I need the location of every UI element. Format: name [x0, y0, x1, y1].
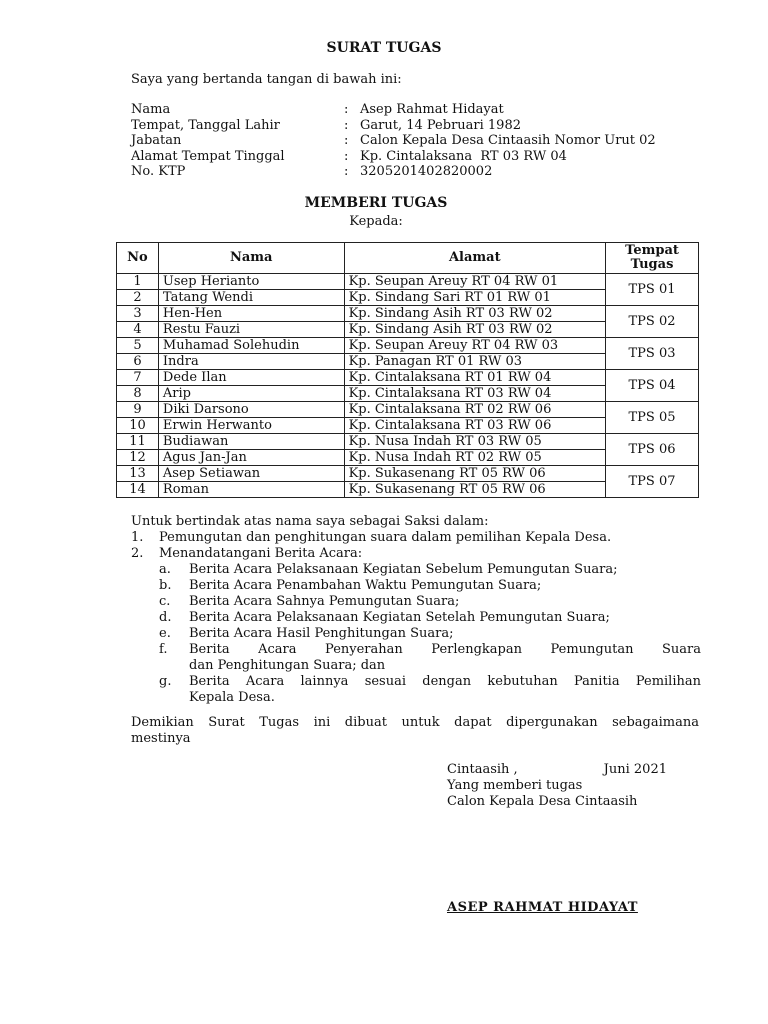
cell-nama: Roman	[158, 482, 344, 498]
cell-nama: Tatang Wendi	[158, 290, 344, 306]
cell-alamat: Kp. Seupan Areuy RT 04 RW 01	[344, 274, 605, 290]
duty-number: 2.	[131, 546, 144, 561]
identity-row-ttl	[131, 118, 656, 134]
cell-no: 7	[117, 370, 159, 386]
signature-date: Juni 2021	[603, 762, 667, 777]
duty-item	[131, 546, 701, 562]
cell-nama: Restu Fauzi	[158, 322, 344, 338]
identity-row-nama	[131, 102, 656, 118]
table-row	[117, 274, 699, 290]
cell-alamat: Kp. Sindang Asih RT 03 RW 02	[344, 306, 605, 322]
cell-nama: Agus Jan-Jan	[158, 450, 344, 466]
identity-row-jabatan	[131, 133, 656, 149]
cell-alamat: Kp. Cintalaksana RT 03 RW 06	[344, 418, 605, 434]
cell-alamat: Kp. Nusa Indah RT 03 RW 05	[344, 434, 605, 450]
cell-nama: Erwin Herwanto	[158, 418, 344, 434]
identity-value: Calon Kepala Desa Cintaasih Nomor Urut 02	[360, 133, 656, 148]
sub-duty-item	[131, 626, 701, 642]
cell-alamat: Kp. Cintalaksana RT 03 RW 04	[344, 386, 605, 402]
cell-nama: Dede Ilan	[158, 370, 344, 386]
cell-no: 8	[117, 386, 159, 402]
sub-duty-line: Berita Acara Penambahan Waktu Pemungutan Suara;	[189, 578, 542, 593]
signature-giver: Yang memberi tugas	[447, 778, 583, 793]
signature-place: Cintaasih ,	[447, 762, 518, 777]
header-nama: Nama	[158, 243, 344, 274]
cell-nama: Muhamad Solehudin	[158, 338, 344, 354]
cell-tempat-tugas: TPS 01	[606, 274, 699, 306]
cell-no: 14	[117, 482, 159, 498]
sub-duty-text	[189, 594, 701, 610]
sub-duty-letter: f.	[159, 642, 168, 657]
sub-duty-item	[131, 562, 701, 578]
identity-separator: :	[344, 117, 349, 133]
identity-value: 3205201402820002	[360, 164, 493, 179]
cell-tempat-tugas: TPS 05	[606, 402, 699, 434]
sub-duty-letter: d.	[159, 610, 172, 625]
cell-tempat-tugas: TPS 06	[606, 434, 699, 466]
cell-no: 13	[117, 466, 159, 482]
recipient-label: Kepada:	[349, 214, 403, 229]
signature-date-line	[447, 762, 667, 778]
cell-tempat-tugas: TPS 03	[606, 338, 699, 370]
cell-alamat: Kp. Seupan Areuy RT 04 RW 03	[344, 338, 605, 354]
closing-line: Demikian Surat Tugas ini dibuat untuk dapat dipergunakan sebagaimana	[131, 715, 699, 730]
sub-duty-line: Kepala Desa.	[189, 690, 275, 705]
cell-nama: Budiawan	[158, 434, 344, 450]
cell-no: 6	[117, 354, 159, 370]
table-row	[117, 370, 699, 386]
cell-alamat: Kp. Nusa Indah RT 02 RW 05	[344, 450, 605, 466]
sub-duty-text	[189, 674, 701, 706]
cell-alamat: Kp. Sukasenang RT 05 RW 06	[344, 482, 605, 498]
cell-no: 11	[117, 434, 159, 450]
sub-duty-line: Berita Acara Pelaksanaan Kegiatan Setelah Pemungutan Suara;	[189, 610, 610, 625]
sub-duty-text	[189, 578, 701, 594]
sub-duty-letter: g.	[159, 674, 172, 689]
duties-intro: Untuk bertindak atas nama saya sebagai Saksi dalam:	[131, 514, 489, 529]
cell-alamat: Kp. Cintalaksana RT 02 RW 06	[344, 402, 605, 418]
cell-nama: Asep Setiawan	[158, 466, 344, 482]
header-alamat: Alamat	[344, 243, 605, 274]
cell-no: 3	[117, 306, 159, 322]
sub-duty-text	[189, 626, 701, 642]
cell-nama: Hen-Hen	[158, 306, 344, 322]
sub-duty-line: dan Penghitungan Suara; dan	[189, 658, 386, 673]
identity-separator: :	[344, 133, 349, 148]
document-title: SURAT TUGAS	[326, 40, 442, 56]
intro-text: Saya yang bertanda tangan di bawah ini:	[131, 72, 402, 87]
sub-duty-item	[131, 594, 701, 610]
cell-no: 5	[117, 338, 159, 354]
identity-value: Asep Rahmat Hidayat	[360, 102, 504, 117]
cell-alamat: Kp. Panagan RT 01 RW 03	[344, 354, 605, 370]
cell-alamat: Kp. Cintalaksana RT 01 RW 04	[344, 370, 605, 386]
cell-no: 10	[117, 418, 159, 434]
cell-no: 2	[117, 290, 159, 306]
sub-duty-line: Berita Acara Penyerahan Perlengkapan Pemungutan Suara	[189, 642, 701, 657]
cell-no: 1	[117, 274, 159, 290]
section-title: MEMBERI TUGAS	[304, 195, 448, 211]
sub-duty-text	[189, 610, 701, 626]
cell-nama: Diki Darsono	[158, 402, 344, 418]
duty-text: Pemungutan dan penghitungan suara dalam pemilihan Kepala Desa.	[159, 530, 612, 545]
identity-label: No. KTP	[131, 164, 186, 179]
sub-duty-item	[131, 610, 701, 626]
duty-text: Menandatangani Berita Acara:	[159, 546, 363, 561]
cell-nama: Usep Herianto	[158, 274, 344, 290]
closing-paragraph	[131, 715, 699, 747]
sub-duty-letter: b.	[159, 578, 172, 593]
cell-nama: Arip	[158, 386, 344, 402]
identity-label: Tempat, Tanggal Lahir	[131, 117, 280, 133]
identity-label: Nama	[131, 102, 171, 117]
sub-duty-letter: a.	[159, 562, 171, 577]
identity-row-ktp	[131, 164, 656, 180]
identity-separator: :	[344, 102, 349, 117]
table-row	[117, 402, 699, 418]
sub-duty-line: Berita Acara Sahnya Pemungutan Suara;	[189, 594, 460, 609]
sub-duty-item	[131, 642, 701, 674]
cell-tempat-tugas: TPS 04	[606, 370, 699, 402]
cell-alamat: Kp. Sindang Asih RT 03 RW 02	[344, 322, 605, 338]
duties-section	[131, 514, 701, 706]
identity-label: Alamat Tempat Tinggal	[131, 148, 285, 164]
sub-duty-text	[189, 562, 701, 578]
cell-nama: Indra	[158, 354, 344, 370]
cell-alamat: Kp. Sindang Sari RT 01 RW 01	[344, 290, 605, 306]
sub-duty-item	[131, 578, 701, 594]
identity-label: Jabatan	[131, 133, 182, 148]
sub-duty-line: Berita Acara Hasil Penghitungan Suara;	[189, 626, 454, 641]
sub-duty-item	[131, 674, 701, 706]
identity-value: Garut, 14 Pebruari 1982	[360, 117, 521, 133]
sub-duty-text	[189, 642, 701, 674]
header-no: No	[117, 243, 159, 274]
identity-separator: :	[344, 164, 349, 179]
closing-line: mestinya	[131, 731, 191, 746]
cell-tempat-tugas: TPS 07	[606, 466, 699, 498]
cell-tempat-tugas: TPS 02	[606, 306, 699, 338]
table-row	[117, 466, 699, 482]
cell-alamat: Kp. Sukasenang RT 05 RW 06	[344, 466, 605, 482]
identity-separator: :	[344, 148, 349, 164]
cell-no: 9	[117, 402, 159, 418]
table-row	[117, 338, 699, 354]
sub-duty-letter: e.	[159, 626, 171, 641]
identity-value: Kp. Cintalaksana RT 03 RW 04	[360, 148, 567, 164]
signer-name: ASEP RAHMAT HIDAYAT	[447, 900, 638, 915]
table-row	[117, 306, 699, 322]
sub-duty-line: Berita Acara lainnya sesuai dengan kebutuhan Panitia Pemilihan	[189, 674, 701, 689]
cell-no: 12	[117, 450, 159, 466]
signature-position: Calon Kepala Desa Cintaasih	[447, 794, 638, 809]
cell-no: 4	[117, 322, 159, 338]
table-header-row	[117, 243, 699, 274]
identity-row-alamat	[131, 149, 656, 165]
assignment-table	[116, 242, 699, 498]
sub-duty-letter: c.	[159, 594, 171, 609]
identity-block	[131, 102, 656, 180]
sub-duty-list	[131, 562, 701, 706]
table-body	[117, 274, 699, 498]
signature-block	[447, 762, 667, 810]
sub-duty-line: Berita Acara Pelaksanaan Kegiatan Sebelum Pemungutan Suara;	[189, 562, 618, 577]
duty-number: 1.	[131, 530, 144, 545]
table-row	[117, 434, 699, 450]
duty-item	[131, 530, 701, 546]
header-tempat-tugas: Tempat Tugas	[606, 243, 699, 274]
